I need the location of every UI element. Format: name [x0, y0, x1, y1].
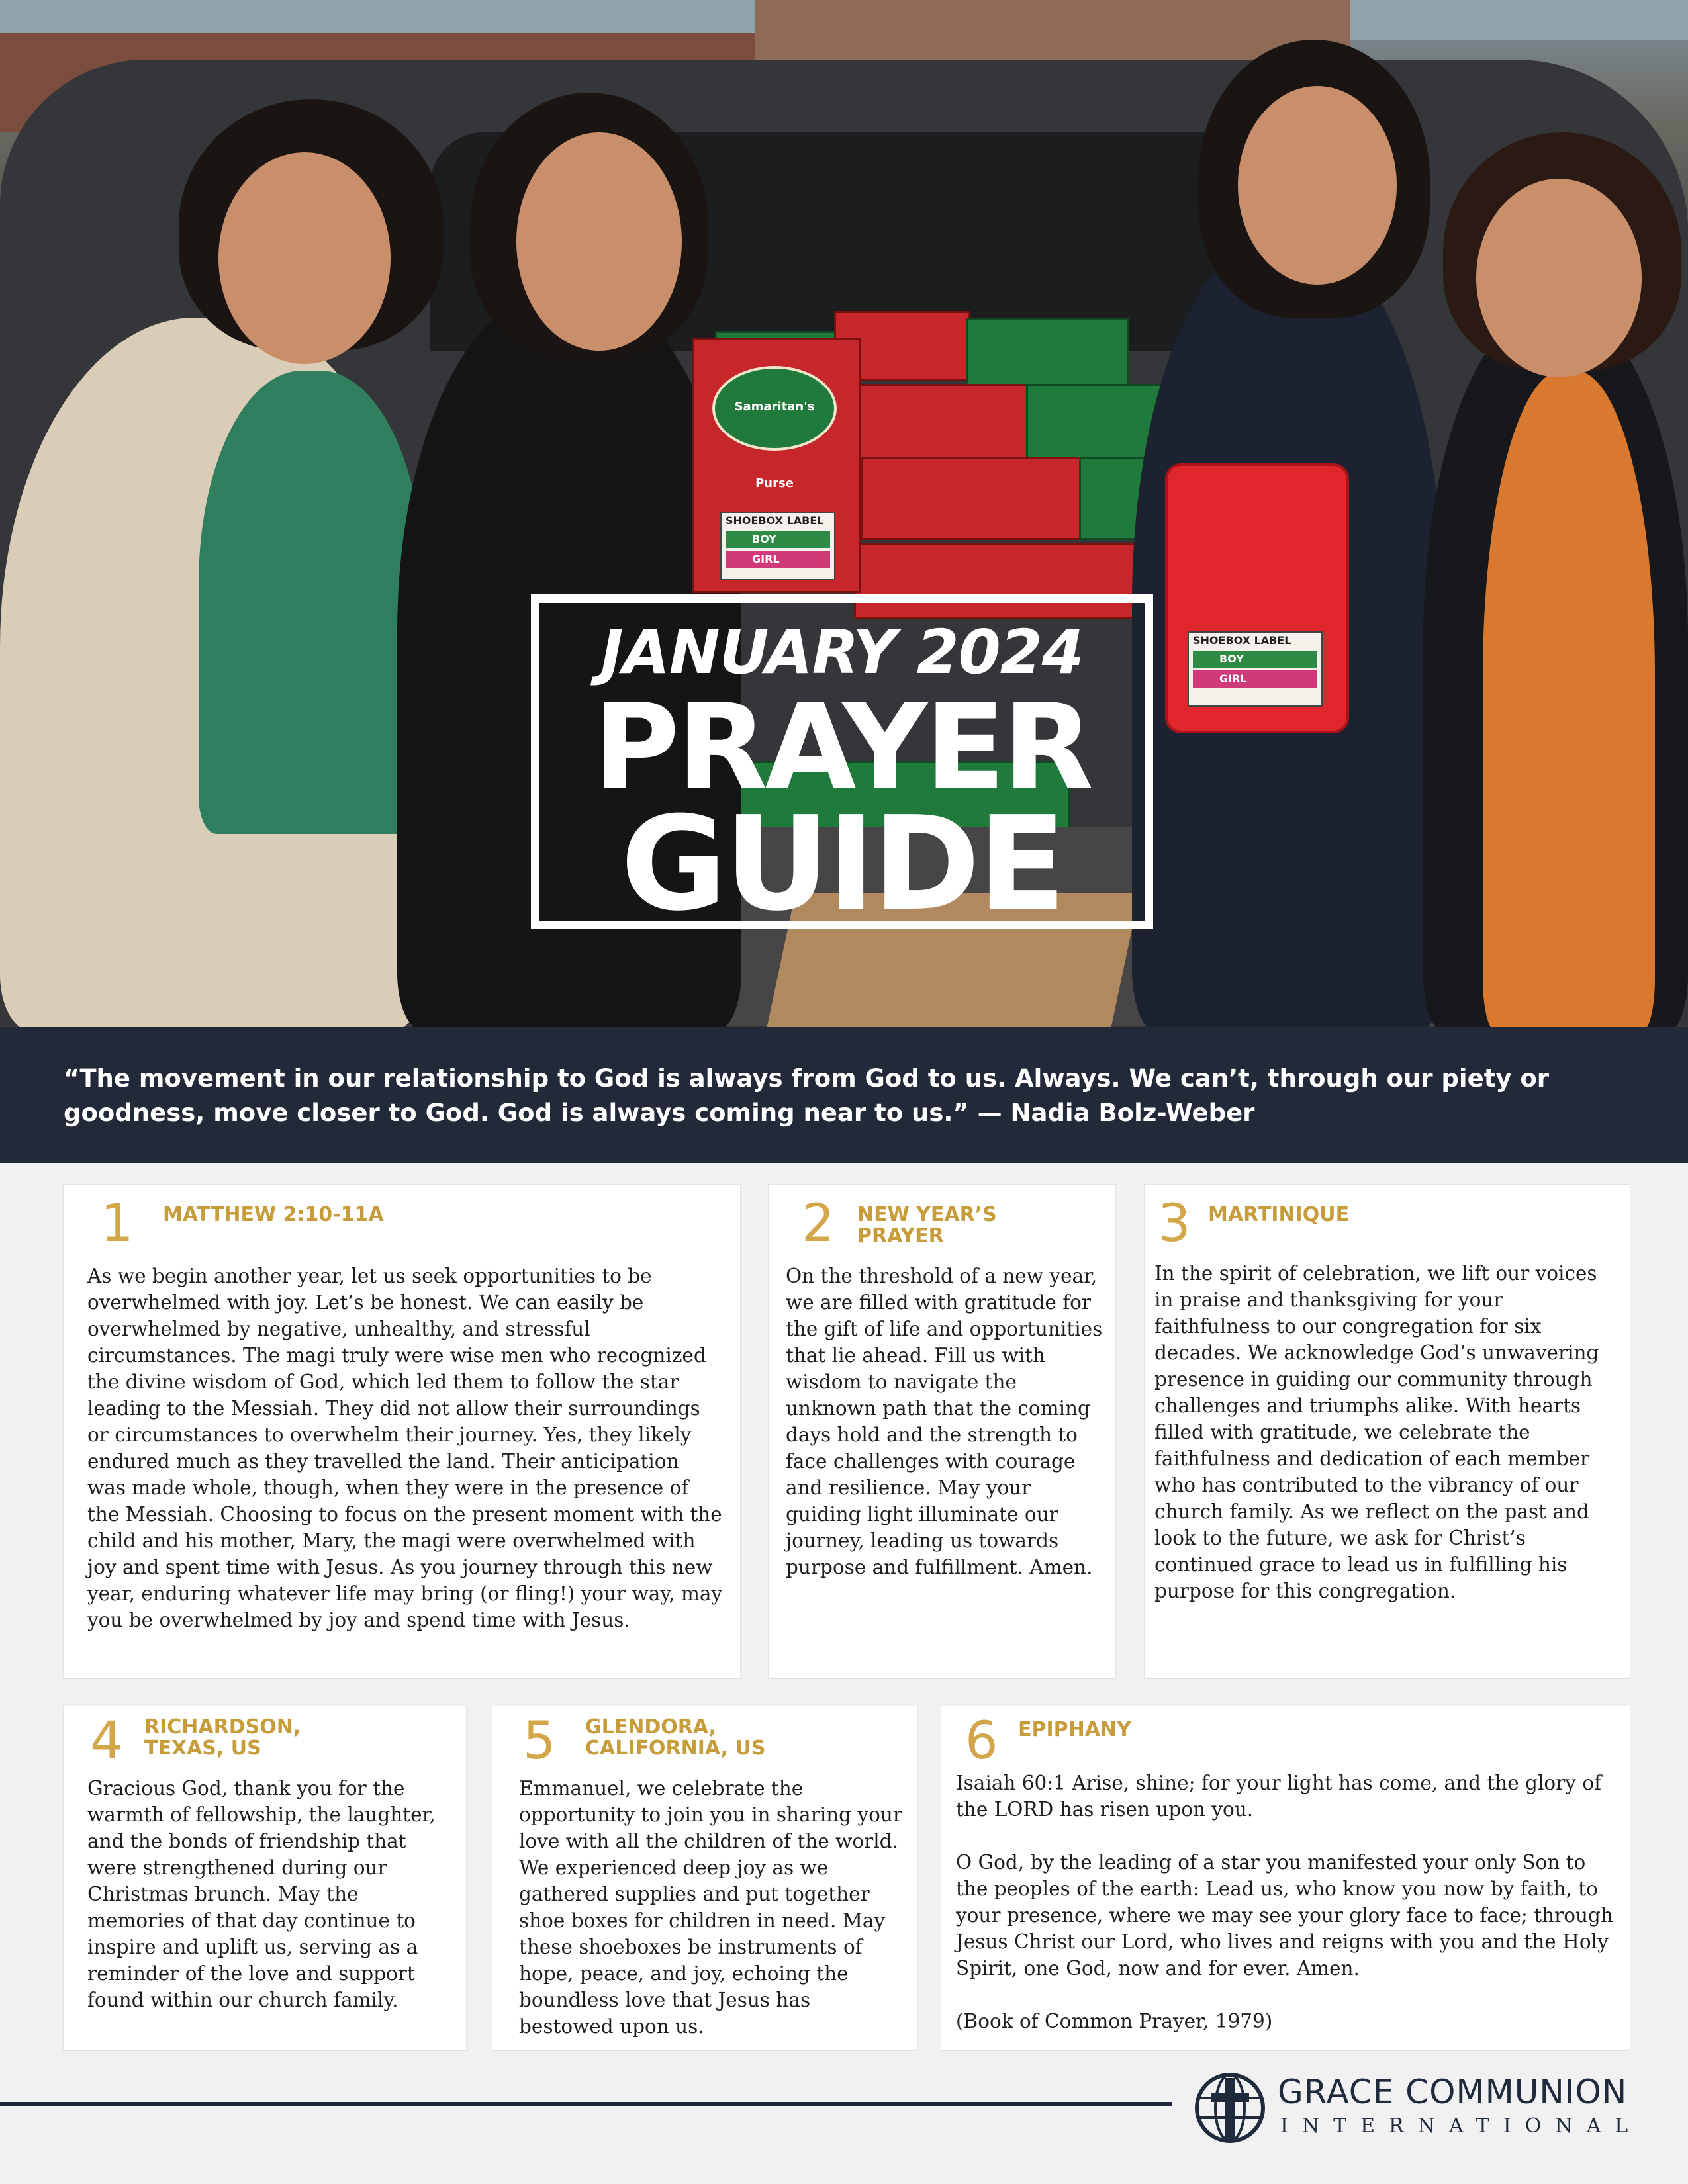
cross-globe-icon: [1194, 2071, 1266, 2144]
card-paragraph: On the threshold of a new year, we are filled with gratitude for the gift of life and opportunities that lie ahead. Fill us with wisdom to navigate the unknown path that the coming days hold and the strength to face challenges with courage and resilience. May your guiding light illuminate our journey, leading us towards purpose and fulfillment. Amen.: [786, 1265, 1103, 1578]
card-number: 6: [965, 1711, 998, 1771]
photo-face: [516, 132, 682, 351]
photo-label-boy: BOY: [726, 531, 830, 548]
photo-lid-label-title: SHOEBOX LABEL: [1193, 634, 1291, 647]
prayer-card-5: [492, 1706, 917, 2050]
prayer-card-4: [64, 1706, 466, 2050]
card-paragraph: In the spirit of celebration, we lift our voices in praise and thanksgiving for your faithfulness to our congregation for six decades. We acknowledge God’s unwavering presence in guiding our community through challenges and triumphs alike. With hearts filled with gratitude, we celebrate the faithfulness and dedication of each member who has contributed to the vibrancy of our church family. As we reflect on the past and look to the future, we ask for Christ’s continued grace to lead us in fulfilling his purpose for this congregation.: [1154, 1262, 1599, 1602]
card-number: 3: [1158, 1194, 1191, 1253]
photo-shoebox: [966, 318, 1129, 388]
title-prayer: PRAYER: [593, 678, 1091, 815]
title-box: [531, 594, 1153, 940]
prayer-card-2: [769, 1185, 1115, 1678]
card-paragraph: (Book of Common Prayer, 1979): [956, 2010, 1273, 2032]
org-subtitle: INTERNATIONAL: [1280, 2115, 1642, 2138]
prayer-card-6: [941, 1706, 1630, 2050]
card-paragraph: Gracious God, thank you for the warmth of fellowship, the laughter, and the bonds of friendship that were strengthened during our Christmas brunch. May the memories of that day continue to inspire and uplift us, serving as a reminder of the love and support found within our church family.: [87, 1777, 436, 2011]
photo-label-title: SHOEBOX LABEL: [726, 514, 824, 527]
photo-red-lid: [1165, 463, 1349, 733]
card-body: [87, 1775, 458, 2013]
title-month: JANUARY 2024: [600, 617, 1084, 688]
cover-photo: [0, 0, 1688, 1027]
photo-face: [1238, 86, 1397, 285]
card-body: [956, 1770, 1618, 2034]
photo-face: [218, 152, 391, 364]
title-guide: GUIDE: [620, 789, 1064, 940]
card-paragraph: Emmanuel, we celebrate the opportunity to join you in sharing your love with all the children of the world. We experienced deep joy as we gathered supplies and put together shoe boxes for children in need. May these shoeboxes be instruments of hope, peace, and joy, echoing the boundless love that Jesus has bestowed upon us.: [519, 1777, 902, 2038]
card-heading: GLENDORA, CALIFORNIA, US: [585, 1715, 766, 1760]
prayer-card-3: [1145, 1185, 1630, 1678]
card-number: 2: [802, 1194, 835, 1253]
quote-text: “The movement in our relationship to God is always from God to us. Always. We can’t, through our piety or goodness, move closer to God. God is always coming near to us.” — Nadia Bolz-Weber: [64, 1064, 1550, 1127]
card-heading: RICHARDSON, TEXAS, US: [144, 1715, 301, 1760]
photo-person: [199, 371, 424, 834]
photo-shoebox: [854, 384, 1030, 461]
card-paragraph: As we begin another year, let us seek opportunities to be overwhelmed with joy. Let’s be honest. We can easily be overwhelmed by negative, unhealthy, and stressful circumstances. The magi truly were wise men who recognized the divine wisdom of God, which led them to follow the star leading to the Messiah. They did not allow their surroundings or circumstances to overwhelm their journey. Yes, they likely endured much as they travelled the land. Their anticipation was made whole, though, when they were in the presence of the Messiah. Choosing to focus on the present moment with the child and his mother, Mary, the magi were overwhelmed with joy and spent time with Jesus. As you journey through this new year, enduring whatever life may bring (or fling!) your way, may you be overwhelmed by joy and spend time with Jesus.: [87, 1265, 723, 1631]
card-heading: MATTHEW 2:10-11A: [163, 1203, 384, 1226]
photo-lid-label: [1188, 631, 1323, 707]
card-heading: NEW YEAR’S PRAYER: [857, 1203, 997, 1248]
photo-person: [1483, 371, 1655, 1027]
photo-lid-label-boy: BOY: [1193, 651, 1317, 668]
card-body: [519, 1775, 910, 2040]
card-number: 1: [101, 1194, 134, 1253]
card-body: [87, 1263, 723, 1633]
photo-shoebox: [861, 457, 1083, 540]
photo-lid-label-girl: GIRL: [1193, 670, 1317, 688]
card-paragraph: O God, by the leading of a star you manifested your only Son to the peoples of the earth: Lead us, who know you now by faith, to your presence, where we may see your glory face to face; through Jesus Christ our Lord, who lives and reigns with you and the Holy Spirit, one God, now and for ever. Amen.: [956, 1851, 1613, 1979]
prayer-card-1: [64, 1185, 740, 1678]
quote-banner: [0, 1027, 1688, 1163]
card-heading: MARTINIQUE: [1208, 1203, 1350, 1226]
card-heading: EPIPHANY: [1018, 1718, 1131, 1741]
card-paragraph: Isaiah 60:1 Arise, shine; for your light has come, and the glory of the LORD has risen upon you.: [956, 1772, 1601, 1821]
card-body: [1154, 1260, 1618, 1604]
photo-shoebox: [1026, 384, 1162, 461]
photo-box-stamp: Samaritan's Purse: [712, 366, 837, 451]
photo-face: [1476, 179, 1642, 377]
card-number: 5: [523, 1711, 556, 1771]
photo-shoebox-label: [720, 512, 835, 580]
card-number: 4: [90, 1711, 123, 1771]
photo-label-girl: GIRL: [726, 551, 830, 568]
footer-rule: [0, 2102, 1172, 2106]
card-body: [786, 1263, 1110, 1580]
org-name: GRACE COMMUNION: [1278, 2073, 1628, 2111]
photo-held-shoebox: [692, 338, 861, 593]
